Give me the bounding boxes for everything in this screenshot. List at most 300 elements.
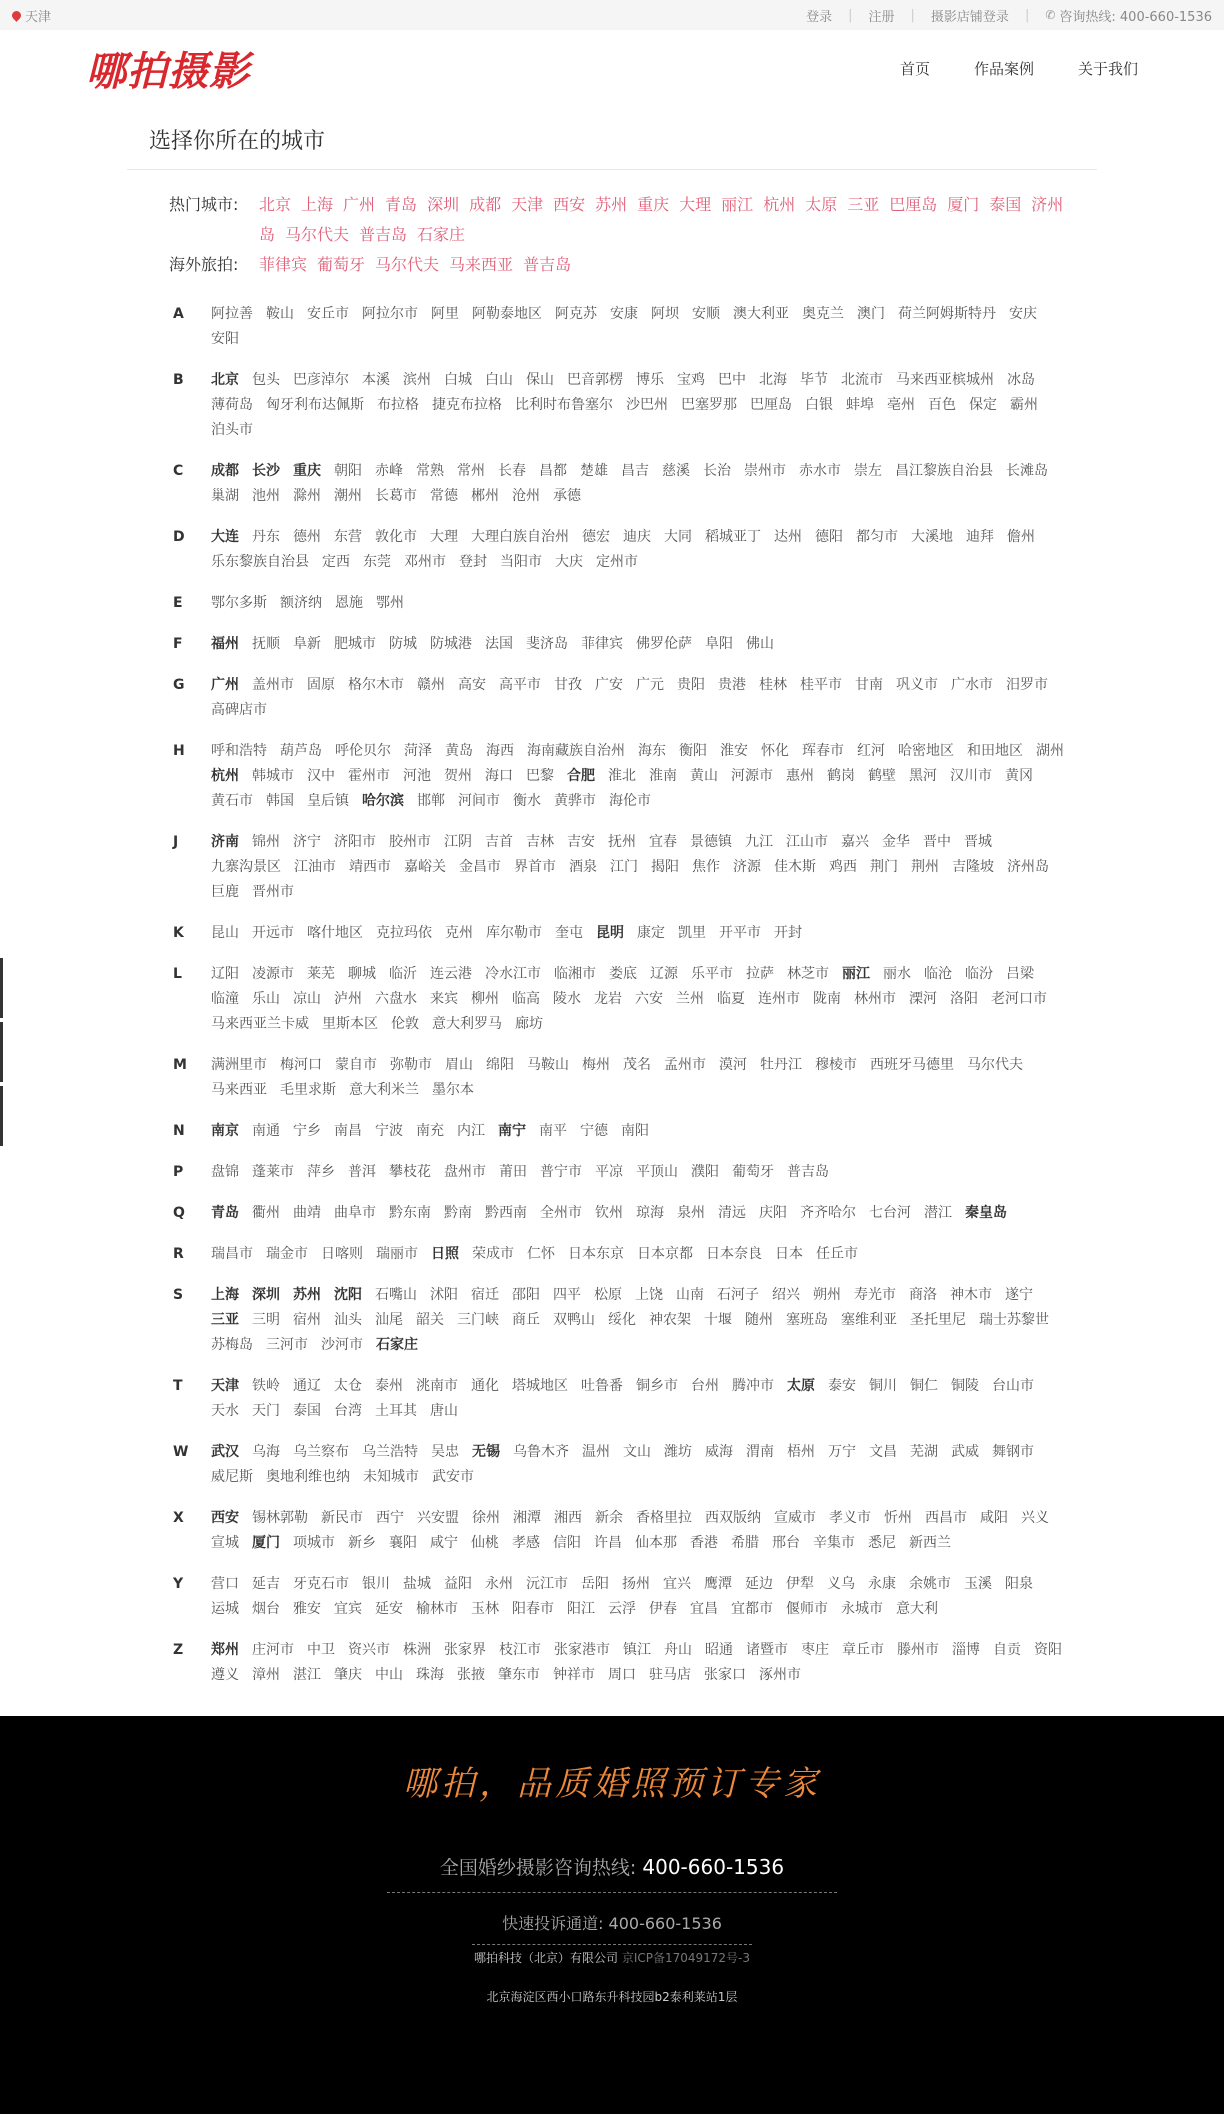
city-link[interactable]: 鄂州	[376, 595, 404, 611]
city-link[interactable]: 葡萄牙	[732, 1164, 774, 1180]
city-link[interactable]: 保定	[969, 397, 997, 413]
city-link[interactable]: 商洛	[909, 1287, 937, 1303]
city-link[interactable]: 冷水江市	[485, 966, 541, 982]
city-link[interactable]: 盐城	[403, 1576, 431, 1592]
city-link[interactable]: 揭阳	[651, 859, 679, 875]
city-link[interactable]: 吉安	[567, 834, 595, 850]
city-link[interactable]: 泰国	[293, 1403, 321, 1419]
city-link[interactable]: 敦化市	[375, 529, 417, 545]
city-link[interactable]: 成都	[211, 463, 239, 479]
city-link[interactable]: 瑞士苏黎世	[979, 1312, 1049, 1328]
city-link[interactable]: 玉溪	[964, 1576, 992, 1592]
city-link[interactable]: 韩城市	[252, 768, 294, 784]
city-link[interactable]: 高碑店市	[211, 702, 267, 718]
city-link[interactable]: 大连	[211, 529, 239, 545]
city-link[interactable]: 岳阳	[581, 1576, 609, 1592]
city-link[interactable]: 濮阳	[691, 1164, 719, 1180]
city-link[interactable]: 葫芦岛	[280, 743, 322, 759]
city-link[interactable]: 德州	[293, 529, 321, 545]
city-link[interactable]: 曲阜市	[334, 1205, 376, 1221]
city-link[interactable]: 乌鲁木齐	[513, 1444, 569, 1460]
city-link[interactable]: 沙河市	[321, 1337, 363, 1353]
city-link[interactable]: 西班牙马德里	[870, 1057, 954, 1073]
city-link[interactable]: 开封	[774, 925, 802, 941]
city-link[interactable]: 孟州市	[664, 1057, 706, 1073]
city-link[interactable]: 黑河	[909, 768, 937, 784]
city-link[interactable]: 土耳其	[375, 1403, 417, 1419]
city-link[interactable]: 黄冈	[1005, 768, 1033, 784]
city-link[interactable]: 满洲里市	[211, 1057, 267, 1073]
city-link[interactable]: 泰安	[828, 1378, 856, 1394]
city-link[interactable]: 乌兰浩特	[362, 1444, 418, 1460]
city-link[interactable]: 红河	[857, 743, 885, 759]
city-link[interactable]: 霸州	[1010, 397, 1038, 413]
city-link[interactable]: 桂平市	[800, 677, 842, 693]
city-link[interactable]: 吉林	[526, 834, 554, 850]
city-link[interactable]: 河池	[403, 768, 431, 784]
city-link[interactable]: 鸡西	[829, 859, 857, 875]
city-link[interactable]: 迪庆	[623, 529, 651, 545]
city-link[interactable]: 哈密地区	[898, 743, 954, 759]
city-link[interactable]: 斐济岛	[526, 636, 568, 652]
overseas-city-link[interactable]: 马来西亚	[449, 255, 514, 274]
city-link[interactable]: 沈阳	[334, 1287, 362, 1303]
city-link[interactable]: 酒泉	[569, 859, 597, 875]
city-link[interactable]: 张家港市	[554, 1642, 610, 1658]
city-link[interactable]: 郴州	[471, 488, 499, 504]
city-link[interactable]: 南阳	[621, 1123, 649, 1139]
city-link[interactable]: 丹东	[252, 529, 280, 545]
city-link[interactable]: 滕州市	[897, 1642, 939, 1658]
city-link[interactable]: 曲靖	[293, 1205, 321, 1221]
city-link[interactable]: 乐东黎族自治县	[211, 554, 309, 570]
city-link[interactable]: 林州市	[854, 991, 896, 1007]
city-link[interactable]: 甘南	[855, 677, 883, 693]
city-link[interactable]: 昆山	[211, 925, 239, 941]
city-link[interactable]: 平凉	[595, 1164, 623, 1180]
city-link[interactable]: 辛集市	[813, 1535, 855, 1551]
city-link[interactable]: 巴厘岛	[750, 397, 792, 413]
city-link[interactable]: 西昌市	[925, 1510, 967, 1526]
city-link[interactable]: 神木市	[950, 1287, 992, 1303]
city-link[interactable]: 阳泉	[1005, 1576, 1033, 1592]
city-link[interactable]: 新余	[595, 1510, 623, 1526]
city-link[interactable]: 长治	[703, 463, 731, 479]
city-link[interactable]: 奎屯	[555, 925, 583, 941]
city-link[interactable]: 淮南	[649, 768, 677, 784]
overseas-city-link[interactable]: 葡萄牙	[317, 255, 366, 274]
city-link[interactable]: 大庆	[555, 554, 583, 570]
city-link[interactable]: 马来西亚	[211, 1082, 267, 1098]
city-link[interactable]: 延安	[375, 1601, 403, 1617]
city-link[interactable]: 韶关	[416, 1312, 444, 1328]
city-link[interactable]: 天水	[211, 1403, 239, 1419]
city-link[interactable]: 周口	[608, 1667, 636, 1683]
city-link[interactable]: 舞钢市	[992, 1444, 1034, 1460]
city-link[interactable]: 安庆	[1009, 306, 1037, 322]
city-link[interactable]: 意大利罗马	[432, 1016, 502, 1032]
city-link[interactable]: 阿拉尔市	[362, 306, 418, 322]
city-link[interactable]: 池州	[252, 488, 280, 504]
city-link[interactable]: 白城	[444, 372, 472, 388]
city-link[interactable]: 烟台	[252, 1601, 280, 1617]
hot-city-link[interactable]: 巴厘岛	[889, 195, 938, 214]
city-link[interactable]: 希腊	[731, 1535, 759, 1551]
city-link[interactable]: 哈尔滨	[362, 793, 404, 809]
hot-city-link[interactable]: 西安	[553, 195, 586, 214]
city-link[interactable]: 芜湖	[910, 1444, 938, 1460]
city-link[interactable]: 保山	[526, 372, 554, 388]
city-link[interactable]: 广元	[636, 677, 664, 693]
city-link[interactable]: 章丘市	[842, 1642, 884, 1658]
city-link[interactable]: 康定	[637, 925, 665, 941]
city-link[interactable]: 连州市	[758, 991, 800, 1007]
city-link[interactable]: 晋中	[923, 834, 951, 850]
city-link[interactable]: 鞍山	[266, 306, 294, 322]
city-link[interactable]: 徐州	[472, 1510, 500, 1526]
city-link[interactable]: 马鞍山	[527, 1057, 569, 1073]
city-link[interactable]: 铜仁	[910, 1378, 938, 1394]
city-link[interactable]: 潮州	[334, 488, 362, 504]
city-link[interactable]: 黔东南	[389, 1205, 431, 1221]
city-link[interactable]: 大理白族自治州	[471, 529, 569, 545]
city-link[interactable]: 铁岭	[252, 1378, 280, 1394]
hot-city-link[interactable]: 上海	[301, 195, 334, 214]
city-link[interactable]: 枝江市	[499, 1642, 541, 1658]
city-link[interactable]: 仙本那	[635, 1535, 677, 1551]
city-link[interactable]: 赤水市	[799, 463, 841, 479]
city-link[interactable]: 沭阳	[430, 1287, 458, 1303]
city-link[interactable]: 三门峡	[457, 1312, 499, 1328]
city-link[interactable]: 凯里	[678, 925, 706, 941]
city-link[interactable]: 宿州	[293, 1312, 321, 1328]
city-link[interactable]: 临高	[512, 991, 540, 1007]
city-link[interactable]: 河源市	[731, 768, 773, 784]
city-link[interactable]: 本溪	[362, 372, 390, 388]
city-link[interactable]: 毛里求斯	[280, 1082, 336, 1098]
city-link[interactable]: 邯郸	[417, 793, 445, 809]
city-link[interactable]: 克州	[445, 925, 473, 941]
city-link[interactable]: 赤峰	[375, 463, 403, 479]
city-link[interactable]: 无锡	[472, 1444, 500, 1460]
city-link[interactable]: 高平市	[499, 677, 541, 693]
overseas-city-link[interactable]: 菲律宾	[259, 255, 308, 274]
city-link[interactable]: 苏梅岛	[211, 1337, 253, 1353]
city-link[interactable]: 渭南	[746, 1444, 774, 1460]
city-link[interactable]: 菲律宾	[581, 636, 623, 652]
city-link[interactable]: 额济纳	[280, 595, 322, 611]
city-link[interactable]: 石嘴山	[375, 1287, 417, 1303]
city-link[interactable]: 偃师市	[786, 1601, 828, 1617]
city-link[interactable]: 临夏	[717, 991, 745, 1007]
city-link[interactable]: 佳木斯	[774, 859, 816, 875]
city-link[interactable]: 珠海	[416, 1667, 444, 1683]
city-link[interactable]: 衡水	[513, 793, 541, 809]
city-link[interactable]: 昌都	[539, 463, 567, 479]
city-link[interactable]: 丽水	[883, 966, 911, 982]
city-link[interactable]: 穆棱市	[815, 1057, 857, 1073]
city-link[interactable]: 塞班岛	[786, 1312, 828, 1328]
city-link[interactable]: 绍兴	[772, 1287, 800, 1303]
city-link[interactable]: 钟祥市	[553, 1667, 595, 1683]
city-link[interactable]: 普洱	[348, 1164, 376, 1180]
city-link[interactable]: 宜昌	[690, 1601, 718, 1617]
city-link[interactable]: 南通	[252, 1123, 280, 1139]
city-link[interactable]: 滁州	[293, 488, 321, 504]
city-link[interactable]: 乐山	[252, 991, 280, 1007]
city-link[interactable]: 十堰	[704, 1312, 732, 1328]
city-link[interactable]: 阿勒泰地区	[472, 306, 542, 322]
city-link[interactable]: 金华	[882, 834, 910, 850]
city-link[interactable]: 韩国	[266, 793, 294, 809]
city-link[interactable]: 日本奈良	[706, 1246, 762, 1262]
city-link[interactable]: 绵阳	[486, 1057, 514, 1073]
city-link[interactable]: 眉山	[445, 1057, 473, 1073]
city-link[interactable]: 贺州	[444, 768, 472, 784]
city-link[interactable]: 铜川	[869, 1378, 897, 1394]
city-link[interactable]: 鹤岗	[827, 768, 855, 784]
logo[interactable]: 哪拍摄影	[86, 48, 250, 95]
shop-login-link[interactable]: 摄影店铺登录	[930, 9, 1009, 25]
overseas-city-link[interactable]: 马尔代夫	[375, 255, 440, 274]
city-link[interactable]: 荷兰阿姆斯特丹	[898, 306, 996, 322]
city-link[interactable]: 蚌埠	[846, 397, 874, 413]
city-link[interactable]: 玉林	[471, 1601, 499, 1617]
city-link[interactable]: 瑞金市	[266, 1246, 308, 1262]
city-link[interactable]: 阿拉善	[211, 306, 253, 322]
city-link[interactable]: 布拉格	[377, 397, 419, 413]
city-link[interactable]: 新乡	[348, 1535, 376, 1551]
city-link[interactable]: 喀什地区	[307, 925, 363, 941]
city-link[interactable]: 安康	[610, 306, 638, 322]
city-link[interactable]: 巩义市	[896, 677, 938, 693]
hot-city-link[interactable]: 杭州	[763, 195, 796, 214]
hot-city-link[interactable]: 三亚	[847, 195, 880, 214]
city-link[interactable]: 腾冲市	[732, 1378, 774, 1394]
city-link[interactable]: 仁怀	[527, 1246, 555, 1262]
city-link[interactable]: 济源	[733, 859, 761, 875]
city-link[interactable]: 北海	[759, 372, 787, 388]
city-link[interactable]: 长葛市	[375, 488, 417, 504]
city-link[interactable]: 邓州市	[404, 554, 446, 570]
city-link[interactable]: 霍州市	[348, 768, 390, 784]
city-link[interactable]: 汉中	[307, 768, 335, 784]
city-link[interactable]: 巴音郭楞	[567, 372, 623, 388]
city-link[interactable]: 廊坊	[515, 1016, 543, 1032]
city-link[interactable]: 寿光市	[854, 1287, 896, 1303]
city-link[interactable]: 台湾	[334, 1403, 362, 1419]
city-link[interactable]: 张掖	[457, 1667, 485, 1683]
hot-city-link[interactable]: 大理	[679, 195, 712, 214]
city-link[interactable]: 龙岩	[594, 991, 622, 1007]
city-link[interactable]: 马尔代夫	[967, 1057, 1023, 1073]
city-link[interactable]: 伊春	[649, 1601, 677, 1617]
city-link[interactable]: 日本东京	[568, 1246, 624, 1262]
hot-city-link[interactable]: 马尔代夫	[285, 225, 350, 244]
city-link[interactable]: 枣庄	[801, 1642, 829, 1658]
city-link[interactable]: 济阳市	[334, 834, 376, 850]
city-link[interactable]: 老河口市	[991, 991, 1047, 1007]
city-link[interactable]: 承德	[553, 488, 581, 504]
city-link[interactable]: 巴中	[718, 372, 746, 388]
city-link[interactable]: 扬州	[622, 1576, 650, 1592]
city-link[interactable]: 漳州	[252, 1667, 280, 1683]
city-link[interactable]: 武安市	[432, 1469, 474, 1485]
city-link[interactable]: 瑞丽市	[376, 1246, 418, 1262]
city-link[interactable]: 西安	[211, 1510, 239, 1526]
city-link[interactable]: 和田地区	[967, 743, 1023, 759]
city-link[interactable]: 巴黎	[526, 768, 554, 784]
city-link[interactable]: 格尔木市	[348, 677, 404, 693]
city-link[interactable]: 福州	[211, 636, 239, 652]
overseas-city-link[interactable]: 普吉岛	[523, 255, 572, 274]
city-link[interactable]: 意大利	[896, 1601, 938, 1617]
city-link[interactable]: 陵水	[553, 991, 581, 1007]
city-link[interactable]: 金昌市	[459, 859, 501, 875]
city-link[interactable]: 齐齐哈尔	[800, 1205, 856, 1221]
city-link[interactable]: 蓬莱市	[252, 1164, 294, 1180]
city-link[interactable]: 舟山	[664, 1642, 692, 1658]
city-link[interactable]: 南京	[211, 1123, 239, 1139]
city-link[interactable]: 营口	[211, 1576, 239, 1592]
city-link[interactable]: 襄阳	[389, 1535, 417, 1551]
city-link[interactable]: 丽江	[842, 966, 870, 982]
city-link[interactable]: 常州	[457, 463, 485, 479]
hot-city-link[interactable]: 深圳	[427, 195, 460, 214]
city-link[interactable]: 鹰潭	[704, 1576, 732, 1592]
city-link[interactable]: 吴忠	[431, 1444, 459, 1460]
city-link[interactable]: 巴彦淖尔	[293, 372, 349, 388]
city-link[interactable]: 当阳市	[500, 554, 542, 570]
city-link[interactable]: 汨罗市	[1006, 677, 1048, 693]
city-link[interactable]: 西双版纳	[705, 1510, 761, 1526]
city-link[interactable]: 连云港	[430, 966, 472, 982]
city-link[interactable]: 牙克石市	[293, 1576, 349, 1592]
city-link[interactable]: 瑞昌市	[211, 1246, 253, 1262]
city-link[interactable]: 奥克兰	[802, 306, 844, 322]
city-link[interactable]: 威海	[705, 1444, 733, 1460]
city-link[interactable]: 荆门	[870, 859, 898, 875]
city-link[interactable]: 乌海	[252, 1444, 280, 1460]
city-link[interactable]: 临沂	[389, 966, 417, 982]
city-link[interactable]: 义乌	[827, 1576, 855, 1592]
city-link[interactable]: 青岛	[211, 1205, 239, 1221]
city-link[interactable]: 阳春市	[512, 1601, 554, 1617]
city-link[interactable]: 六盘水	[375, 991, 417, 1007]
city-link[interactable]: 界首市	[514, 859, 556, 875]
city-link[interactable]: 深圳	[252, 1287, 280, 1303]
city-link[interactable]: 延边	[745, 1576, 773, 1592]
city-link[interactable]: 遵义	[211, 1667, 239, 1683]
city-link[interactable]: 兰州	[676, 991, 704, 1007]
city-link[interactable]: 悉尼	[868, 1535, 896, 1551]
city-link[interactable]: 淮安	[720, 743, 748, 759]
city-link[interactable]: 海伦市	[609, 793, 651, 809]
city-link[interactable]: 汕尾	[375, 1312, 403, 1328]
city-link[interactable]: 江门	[610, 859, 638, 875]
city-link[interactable]: 赣州	[417, 677, 445, 693]
city-link[interactable]: 鄂尔多斯	[211, 595, 267, 611]
city-link[interactable]: 安顺	[692, 306, 720, 322]
city-link[interactable]: 朔州	[813, 1287, 841, 1303]
city-link[interactable]: 包头	[252, 372, 280, 388]
city-link[interactable]: 焦作	[692, 859, 720, 875]
city-link[interactable]: 海西	[486, 743, 514, 759]
city-link[interactable]: 项城市	[293, 1535, 335, 1551]
city-link[interactable]: 安阳	[211, 331, 239, 347]
city-link[interactable]: 稻城亚丁	[705, 529, 761, 545]
city-link[interactable]: 日本	[775, 1246, 803, 1262]
city-link[interactable]: 攀枝花	[389, 1164, 431, 1180]
city-link[interactable]: 庆阳	[759, 1205, 787, 1221]
city-link[interactable]: 巨鹿	[211, 884, 239, 900]
city-link[interactable]: 法国	[485, 636, 513, 652]
city-link[interactable]: 朝阳	[334, 463, 362, 479]
city-link[interactable]: 新民市	[321, 1510, 363, 1526]
city-link[interactable]: 延吉	[252, 1576, 280, 1592]
city-link[interactable]: 兴安盟	[417, 1510, 459, 1526]
city-link[interactable]: 七台河	[869, 1205, 911, 1221]
city-link[interactable]: 温州	[582, 1444, 610, 1460]
city-link[interactable]: 荆州	[911, 859, 939, 875]
city-link[interactable]: 云浮	[608, 1601, 636, 1617]
city-link[interactable]: 信阳	[553, 1535, 581, 1551]
hot-city-link[interactable]: 丽江	[721, 195, 754, 214]
city-link[interactable]: 武威	[951, 1444, 979, 1460]
city-link[interactable]: 定州市	[596, 554, 638, 570]
city-link[interactable]: 胶州市	[389, 834, 431, 850]
city-link[interactable]: 孝义市	[829, 1510, 871, 1526]
city-link[interactable]: 临汾	[965, 966, 993, 982]
city-link[interactable]: 茂名	[623, 1057, 651, 1073]
city-link[interactable]: 镇江	[623, 1642, 651, 1658]
city-link[interactable]: 咸宁	[430, 1535, 458, 1551]
hot-city-link[interactable]: 厦门	[947, 195, 980, 214]
city-link[interactable]: 文山	[623, 1444, 651, 1460]
hot-city-link[interactable]: 青岛	[385, 195, 418, 214]
city-link[interactable]: 比利时布鲁塞尔	[515, 397, 613, 413]
city-link[interactable]: 内江	[457, 1123, 485, 1139]
city-link[interactable]: 墨尔本	[432, 1082, 474, 1098]
city-link[interactable]: 潜江	[924, 1205, 952, 1221]
city-link[interactable]: 琼海	[636, 1205, 664, 1221]
city-link[interactable]: 盘州市	[444, 1164, 486, 1180]
city-link[interactable]: 开远市	[252, 925, 294, 941]
city-link[interactable]: 奥地利维也纳	[266, 1469, 350, 1485]
city-link[interactable]: 肇庆	[334, 1667, 362, 1683]
hot-city-link[interactable]: 济州岛	[259, 195, 1064, 244]
city-link[interactable]: 阿克苏	[555, 306, 597, 322]
city-link[interactable]: 娄底	[609, 966, 637, 982]
city-link[interactable]: 珲春市	[802, 743, 844, 759]
city-link[interactable]: 拉萨	[746, 966, 774, 982]
city-link[interactable]: 江阴	[444, 834, 472, 850]
city-link[interactable]: 恩施	[335, 595, 363, 611]
city-link[interactable]: 桂林	[759, 677, 787, 693]
city-link[interactable]: 洮南市	[416, 1378, 458, 1394]
city-link[interactable]: 九江	[745, 834, 773, 850]
city-link[interactable]: 新西兰	[909, 1535, 951, 1551]
city-link[interactable]: 西宁	[376, 1510, 404, 1526]
city-link[interactable]: 孝感	[512, 1535, 540, 1551]
city-link[interactable]: 四平	[553, 1287, 581, 1303]
city-link[interactable]: 萍乡	[307, 1164, 335, 1180]
city-link[interactable]: 抚州	[608, 834, 636, 850]
city-link[interactable]: 崇左	[854, 463, 882, 479]
city-link[interactable]: 泉州	[677, 1205, 705, 1221]
city-link[interactable]: 银川	[362, 1576, 390, 1592]
city-link[interactable]: 圣托里尼	[910, 1312, 966, 1328]
